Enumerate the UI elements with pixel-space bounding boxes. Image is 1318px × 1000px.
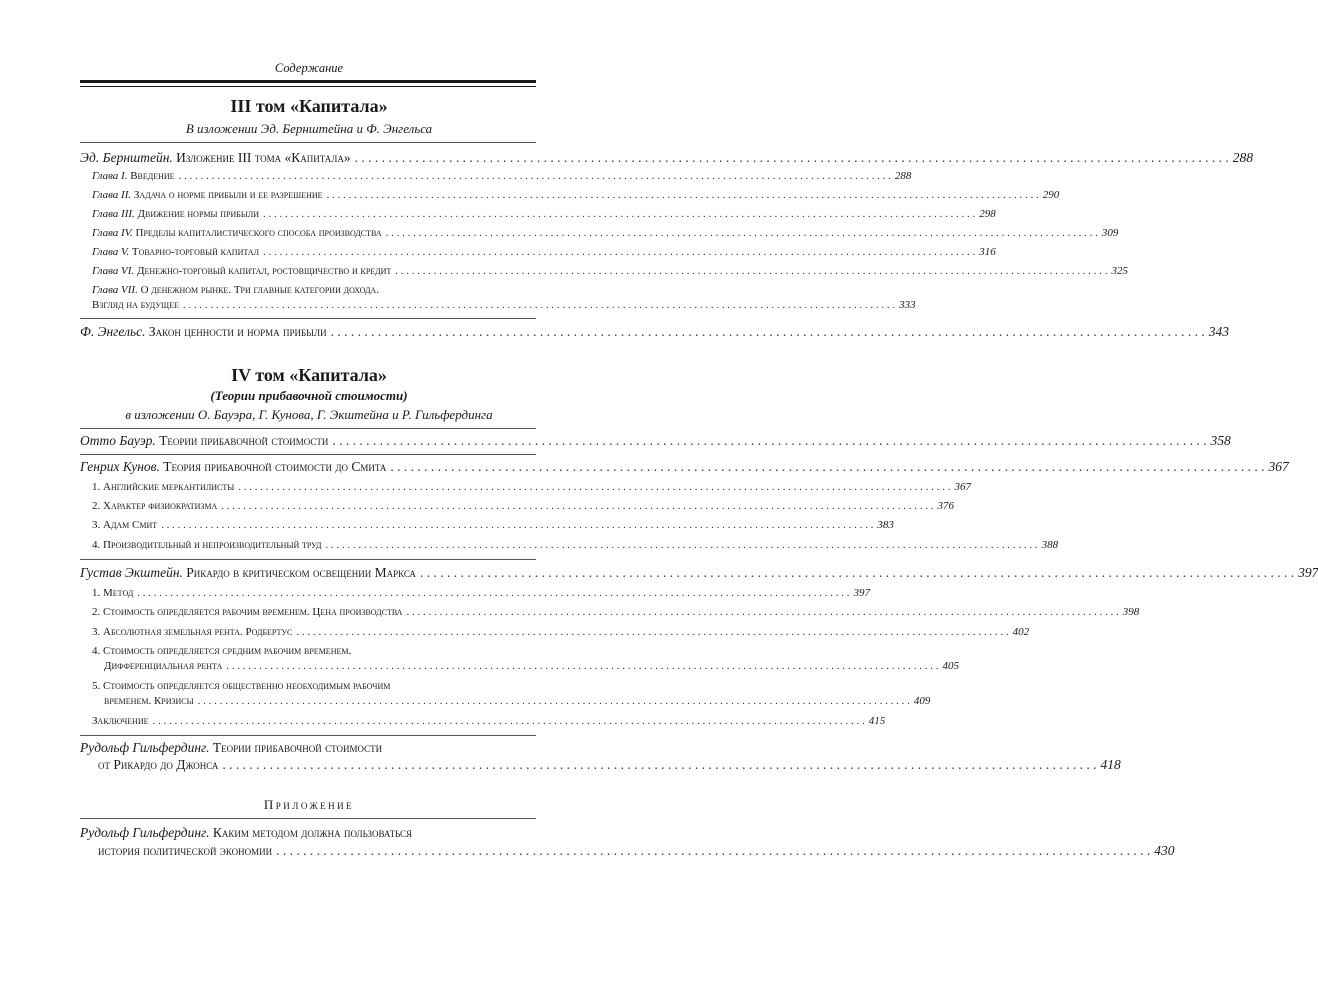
header-rule-thin [80, 86, 536, 87]
entry-page: 325 [1111, 265, 1129, 277]
entry-page: 290 [1042, 189, 1060, 201]
vol4-title: IV том «Капитала» [231, 365, 387, 385]
entry-page: 409 [913, 695, 931, 707]
vol4-divider [80, 428, 536, 429]
entry-page: 333 [899, 299, 916, 311]
toc-entry[interactable] [98, 843, 1175, 859]
leader-dots [406, 606, 1118, 618]
leader-dots [355, 150, 1229, 166]
divider [80, 454, 536, 455]
leader-dots [137, 587, 849, 599]
entry-title: Товарно-торговый капитал [131, 246, 260, 258]
entry-author: Глава I. [92, 170, 128, 182]
leader-dots [276, 843, 1150, 859]
entry-title: 4. Стоимость определяется средним рабочим временем. [92, 645, 352, 657]
toc-entry[interactable] [92, 227, 1119, 239]
entry-page: 316 [979, 246, 996, 258]
leader-dots [198, 695, 910, 707]
entry-author: Глава II. [92, 189, 132, 201]
leader-dots [331, 324, 1205, 340]
entry-author: Глава VII. [92, 284, 138, 296]
appendix-divider [80, 818, 536, 819]
toc-entry-line[interactable] [80, 740, 536, 756]
entry-title: О денежном рынке. Три главные категории дохода. [140, 284, 379, 296]
leader-dots [161, 519, 873, 531]
toc-entry[interactable] [92, 715, 886, 727]
entry-title-cont: Дифференциальная рента [104, 660, 223, 672]
vol3-title: III том «Капитала» [230, 96, 388, 116]
toc-entry[interactable] [92, 299, 916, 311]
leader-dots [296, 626, 1008, 638]
leader-dots [153, 715, 865, 727]
toc-entry[interactable] [80, 565, 1318, 581]
entry-title: 1. Метод [92, 587, 134, 599]
entry-author: Глава V. [92, 246, 130, 258]
entry-title: Каким методом должна пользоваться [212, 825, 413, 840]
leader-dots [222, 757, 1096, 773]
appendix-heading: Приложение [263, 797, 355, 812]
running-header: Содержание [274, 61, 344, 75]
entry-author: Глава VI. [92, 265, 135, 277]
entry-page: 418 [1100, 757, 1121, 772]
entry-page: 298 [979, 208, 996, 220]
toc-entry[interactable] [92, 519, 894, 531]
entry-title-cont: от Рикардо до Джонса [98, 757, 219, 772]
toc-entry[interactable] [92, 606, 1140, 618]
entry-page: 343 [1208, 324, 1229, 339]
vol3-divider [80, 142, 536, 143]
entry-page: 397 [1298, 565, 1318, 580]
toc-entry[interactable] [80, 459, 1289, 475]
entry-title-cont: Взгляд на будущее [92, 299, 179, 311]
entry-title: 3. Абсолютная земельная рента. Родбертус [92, 626, 293, 638]
entry-title: 5. Стоимость определяется общественно необходимым рабочим [92, 680, 391, 692]
toc-entry-line[interactable] [92, 680, 548, 692]
leader-dots [327, 189, 1039, 201]
entry-title: Теории прибавочной стоимости [159, 433, 329, 448]
entry-title: Денежно-торговый капитал, ростовщичество и кредит [136, 265, 392, 277]
toc-entry[interactable] [104, 695, 931, 707]
entry-title: 1. Английские меркантилисты [92, 481, 235, 493]
toc-entry[interactable] [92, 481, 971, 493]
leader-dots [263, 208, 975, 220]
header-rule-thick [80, 80, 536, 83]
toc-entry[interactable] [92, 265, 1129, 277]
entry-author: Эд. Бернштейн. [80, 150, 173, 165]
toc-entry[interactable] [98, 757, 1121, 773]
toc-entry[interactable] [92, 626, 1030, 638]
entry-page: 402 [1012, 626, 1030, 638]
toc-entry[interactable] [92, 170, 912, 182]
entry-author: Генрих Кунов. [80, 459, 160, 474]
entry-page: 388 [1041, 539, 1059, 551]
entry-page: 367 [954, 481, 971, 493]
leader-dots [183, 299, 895, 311]
toc-entry[interactable] [92, 587, 871, 599]
entry-title: Изложение III тома «Капитала» [176, 150, 351, 165]
entry-author: Отто Бауэр. [80, 433, 156, 448]
leader-dots [420, 565, 1294, 581]
entry-title: 2. Стоимость определяется рабочим временем. Цена производства [92, 606, 403, 618]
toc-entry[interactable] [92, 539, 1059, 551]
leader-dots [263, 246, 975, 258]
leader-dots [332, 433, 1206, 449]
vol4-subtitle-authors: в изложении О. Бауэра, Г. Кунова, Г. Экштейна и Р. Гильфердинга [125, 407, 493, 422]
leader-dots [221, 500, 933, 512]
toc-entry-line[interactable] [80, 825, 536, 841]
toc-entry[interactable] [80, 150, 1253, 166]
toc-entry-line[interactable] [92, 645, 548, 657]
entry-page: 405 [942, 660, 960, 672]
entry-author: Густав Экштейн. [80, 565, 183, 580]
toc-entry[interactable] [92, 500, 955, 512]
entry-author: Рудольф Гильфердинг. [80, 740, 210, 755]
toc-entry[interactable] [80, 324, 1229, 340]
toc-entry[interactable] [92, 208, 996, 220]
toc-entry[interactable] [104, 660, 960, 672]
toc-entry-line[interactable] [92, 284, 548, 296]
leader-dots [386, 227, 1098, 239]
entry-author: Рудольф Гильфердинг. [80, 825, 210, 840]
entry-title: Рикардо в критическом освещении Маркса [186, 565, 416, 580]
toc-entry[interactable] [92, 189, 1060, 201]
entry-title: Закон ценности и норма прибыли [148, 324, 327, 339]
entry-author: Ф. Энгельс. [80, 324, 146, 339]
entry-page: 367 [1268, 459, 1289, 474]
leader-dots [395, 265, 1107, 277]
entry-title: Введение [130, 170, 175, 182]
entry-title-cont: история политической экономии [98, 843, 273, 858]
entry-author: Глава IV. [92, 227, 133, 239]
leader-dots [179, 170, 891, 182]
entry-title: 4. Производительный и непроизводительный труд [92, 539, 322, 551]
entry-page: 309 [1101, 227, 1119, 239]
toc-entry[interactable] [92, 246, 996, 258]
leader-dots [226, 660, 938, 672]
entry-page: 358 [1210, 433, 1231, 448]
entry-title: 3. Адам Смит [92, 519, 158, 531]
entry-title: 2. Характер физиократизма [92, 500, 218, 512]
divider [80, 318, 536, 319]
entry-page: 288 [1232, 150, 1253, 165]
divider [80, 735, 536, 736]
leader-dots [390, 459, 1264, 475]
entry-title: Теория прибавочной стоимости до Смита [163, 459, 387, 474]
divider [80, 559, 536, 560]
entry-page: 398 [1122, 606, 1140, 618]
entry-page: 288 [894, 170, 912, 182]
entry-author: Глава III. [92, 208, 135, 220]
leader-dots [325, 539, 1037, 551]
entry-page: 383 [877, 519, 894, 531]
entry-title: Движение нормы прибыли [137, 208, 260, 220]
entry-title: Заключение [92, 715, 149, 727]
entry-title: Теории прибавочной стоимости [212, 740, 383, 755]
entry-title: Пределы капиталистического способа производства [135, 227, 382, 239]
entry-page: 397 [853, 587, 871, 599]
leader-dots [238, 481, 950, 493]
entry-title: Задача о норме прибыли и ее разрешение [133, 189, 323, 201]
entry-page: 376 [937, 500, 955, 512]
vol4-subtitle: (Теории прибавочной стоимости) [210, 388, 408, 403]
toc-entry[interactable] [80, 433, 1231, 449]
entry-page: 430 [1154, 843, 1175, 858]
entry-page: 415 [868, 715, 886, 727]
entry-title-cont: временем. Кризисы [104, 695, 194, 707]
vol3-subtitle: В изложении Эд. Бернштейна и Ф. Энгельса [185, 121, 433, 136]
